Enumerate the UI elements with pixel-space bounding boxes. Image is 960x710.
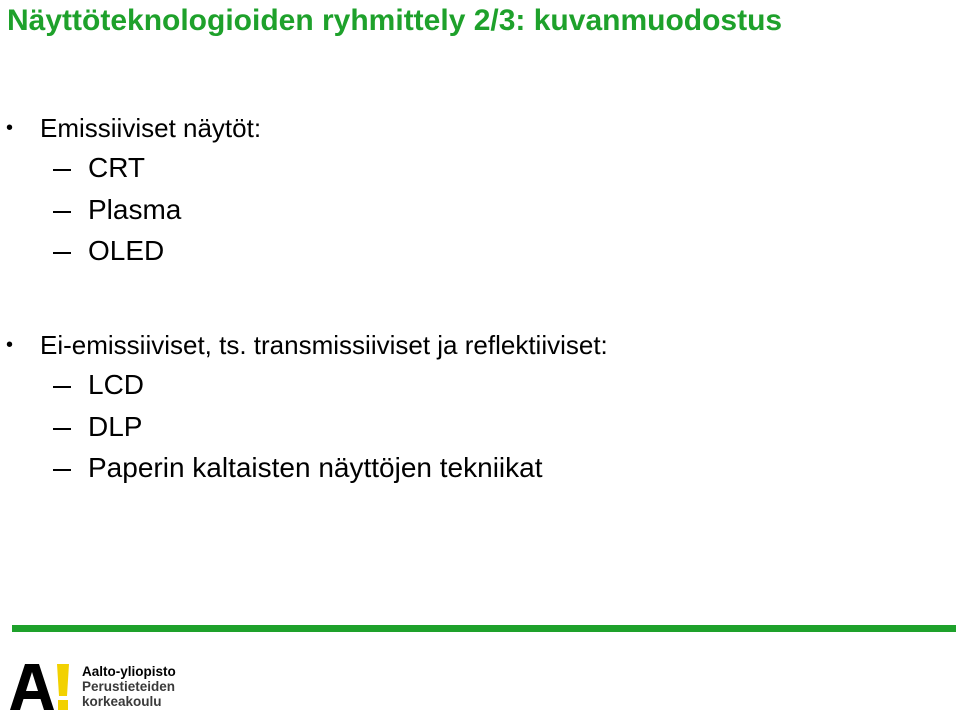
sub-item-crt	[0, 152, 900, 184]
dash-icon	[53, 386, 71, 388]
logo-line-school-2: korkeakoulu	[82, 694, 162, 709]
sub-item-label: CRT	[88, 152, 146, 183]
sub-item-label: Plasma	[88, 194, 182, 225]
sub-item-label: DLP	[88, 411, 143, 442]
sub-item-oled	[0, 235, 900, 267]
sub-item-dlp	[0, 411, 900, 443]
sub-item-label: Paperin kaltaisten näyttöjen tekniikat	[88, 452, 543, 483]
sub-item-lcd	[0, 369, 900, 401]
aalto-a-exclamation-logo-icon	[10, 664, 76, 710]
dash-icon	[53, 169, 71, 171]
sub-item-label: LCD	[88, 369, 145, 400]
slide-title: Näyttöteknologioiden ryhmittely 2/3: kuvanmuodostus	[7, 4, 783, 37]
sub-item-paper-like	[0, 452, 900, 484]
footer-divider	[12, 625, 956, 632]
dash-icon	[53, 428, 71, 430]
bullet-item-non-emissive	[0, 329, 900, 361]
bullet-icon: •	[6, 117, 14, 139]
logo-line-university: Aalto-yliopisto	[82, 664, 176, 679]
bullet-heading: Emissiiviset näytöt:	[40, 113, 262, 143]
dash-icon	[53, 252, 71, 254]
aalto-logo-text	[82, 664, 176, 709]
logo-line-school-1: Perustieteiden	[82, 679, 176, 694]
bullet-heading: Ei-emissiiviset, ts. transmissiiviset ja reflektiiviset:	[40, 330, 608, 360]
dash-icon	[53, 211, 71, 213]
dash-icon	[53, 469, 71, 471]
sub-item-label: OLED	[88, 235, 165, 266]
bullet-item-emissive	[0, 112, 900, 144]
sub-item-plasma	[0, 194, 900, 226]
bullet-icon: •	[6, 334, 14, 356]
